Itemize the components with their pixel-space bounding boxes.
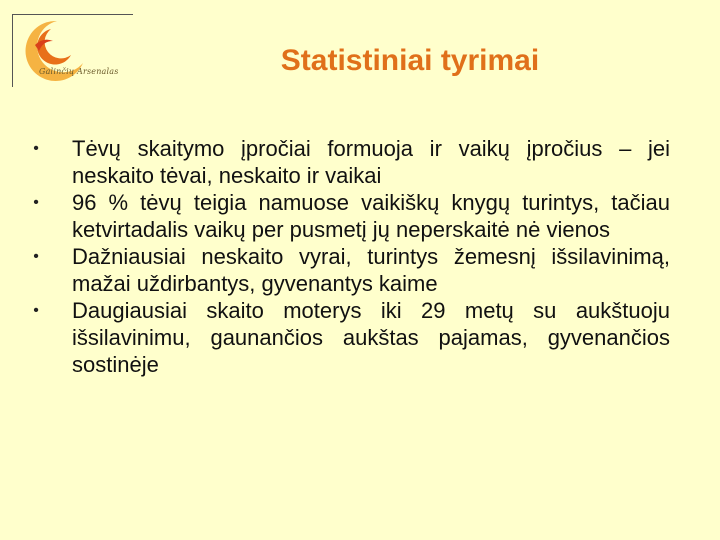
bullet-item <box>28 189 670 243</box>
bullet-dot-icon: • <box>33 140 39 157</box>
logo-text: Galinčių Arsenalas <box>39 67 119 76</box>
bullet-text: Daugiausiai skaito moterys iki 29 metų su aukštuoju išsilavinimu, gaunančios aukštas pajamas, gyvenančios sostinėje <box>72 298 670 377</box>
bullet-list <box>28 135 670 378</box>
bullet-text: 96 % tėvų teigia namuose vaikiškų knygų turintys, tačiau ketvirtadalis vaikų per pusmetį jų neperskaitė nė vienos <box>72 190 670 242</box>
bullet-item <box>28 297 670 378</box>
bullet-dot-icon: • <box>33 194 39 211</box>
bullet-dot-icon: • <box>33 248 39 265</box>
bullet-dot-icon: • <box>33 302 39 319</box>
slide-title: Statistiniai tyrimai <box>280 44 540 77</box>
bullet-text: Dažniausiai neskaito vyrai, turintys žemesnį išsilavinimą, mažai uždirbantys, gyvenantys kaime <box>72 244 670 296</box>
bullet-text: Tėvų skaitymo įpročiai formuoja ir vaikų įpročius – jei neskaito tėvai, neskaito ir vaikai <box>72 136 670 188</box>
bullet-item <box>28 243 670 297</box>
logo <box>12 14 133 87</box>
bullet-item <box>28 135 670 189</box>
